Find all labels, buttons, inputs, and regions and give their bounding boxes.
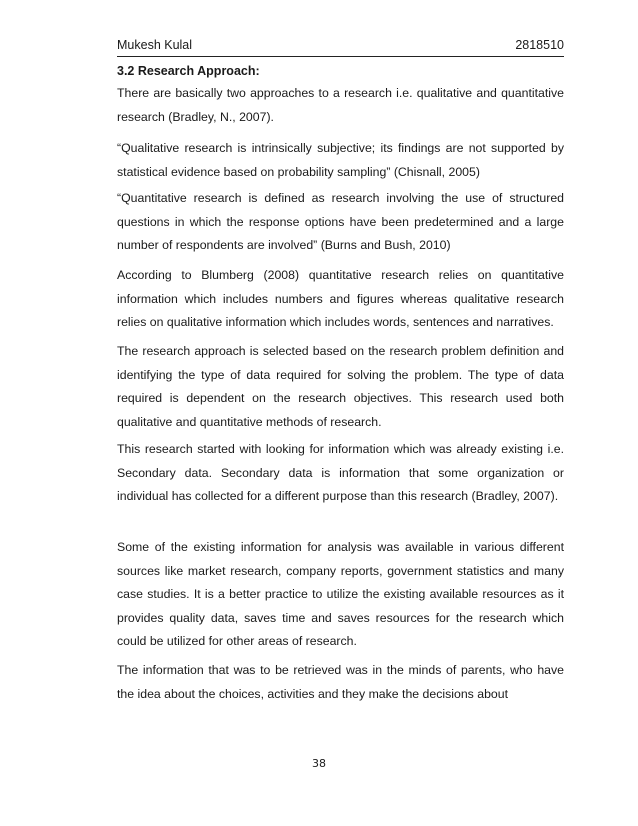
paragraph-6: This research started with looking for information which was already existing i.e. Secondary data. Secondary data is information that some organization or individual has collected for a different purpose than this research (Bradley, 2007). [117,442,564,503]
paragraph-3: “Quantitative research is defined as research involving the use of structured questions in which the response options have been predetermined and a large number of respondents are involved” (Burns and Bush, 2010) [117,191,564,252]
paragraph-7: Some of the existing information for analysis was available in various different sources like market research, company reports, government statistics and many case studies. It is a better practice to utilize the existing available resources as it provides quality data, saves time and saves resources for the research which could be utilized for other areas of research. [117,540,564,648]
header-divider [117,56,564,57]
paragraph-5: The research approach is selected based on the research problem definition and identifying the type of data required for solving the problem. The type of data required is dependent on the research objectives. This research used both qualitative and quantitative methods of research. [117,344,564,429]
header-author: Mukesh Kulal [117,38,193,52]
paragraph-4: According to Blumberg (2008) quantitative research relies on quantitative information which includes numbers and figures whereas qualitative research relies on qualitative information which includes words, sentences and narratives. [117,268,564,329]
paragraph-2: “Qualitative research is intrinsically subjective; its findings are not supported by statistical evidence based on probability sampling” (Chisnall, 2005) [117,141,564,179]
section-heading: 3.2 Research Approach: [117,64,260,78]
paragraph-1: There are basically two approaches to a research i.e. qualitative and quantitative research (Bradley, N., 2007). [117,86,564,124]
paragraph-8: The information that was to be retrieved was in the minds of parents, who have the idea about the choices, activities and they make the decisions about [117,663,564,701]
header-student-id: 2818510 [515,38,564,52]
page-number: 38 [312,757,326,770]
page-header [117,36,564,54]
